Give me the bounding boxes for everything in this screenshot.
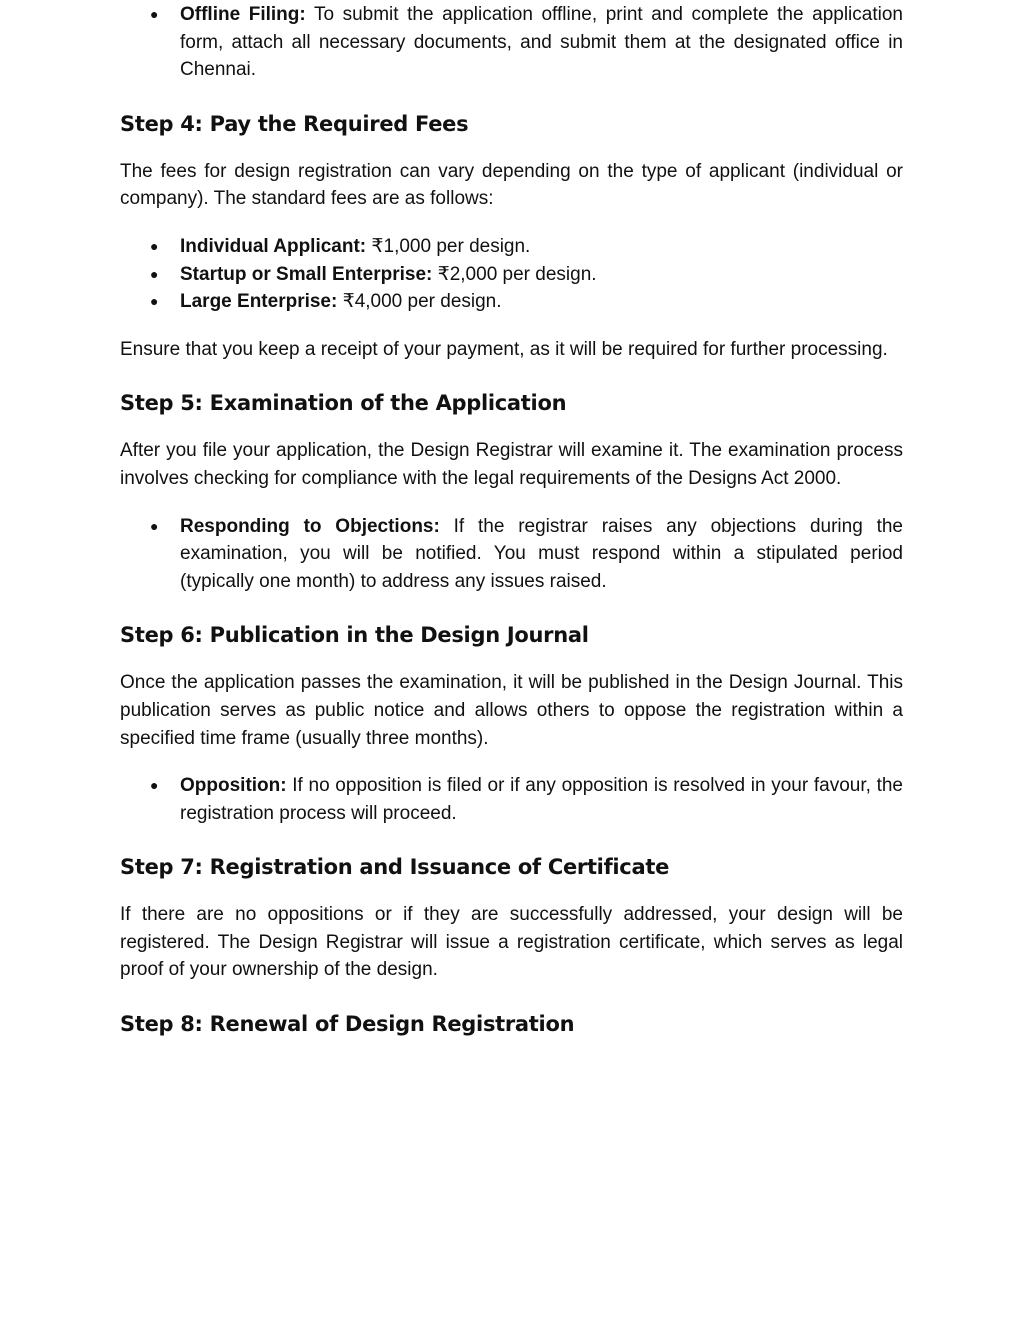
step8-heading: Step 8: Renewal of Design Registration [120, 1012, 575, 1037]
offline-filing-list [120, 1, 903, 84]
step6-paragraph: Once the application passes the examination, it will be published in the Design Journal. This publication serves as public notice and allows others to oppose the registration within a specified time frame (usually three months). [120, 672, 903, 749]
step5-heading: Step 5: Examination of the Application [120, 391, 567, 416]
list-item-text: ₹4,000 per design. [337, 291, 502, 313]
list-item-label: Large Enterprise: [180, 291, 338, 313]
list-item-label: Startup or Small Enterprise: [180, 263, 433, 285]
opposition-list [120, 772, 903, 827]
document-page [120, 0, 903, 1038]
bullet-icon: ● [150, 293, 159, 310]
step4-paragraph: The fees for design registration can vary depending on the type of applicant (individual or company). The standard fees are as follows: [120, 160, 903, 210]
list-item-text: To submit the application offline, print and complete the application form, attach all necessary documents, and submit them at the designated office in Chennai. [180, 4, 903, 81]
bullet-icon: ● [150, 265, 159, 282]
bullet-icon: ● [150, 777, 159, 794]
objections-list [120, 513, 903, 596]
step7-heading: Step 7: Registration and Issuance of Certificate [120, 855, 670, 880]
list-item-label: Offline Filing: [180, 4, 306, 25]
list-item-label: Individual Applicant: [180, 235, 367, 257]
list-item-label: Responding to Objections: [180, 515, 440, 537]
list-item-text: ₹1,000 per design. [366, 235, 531, 257]
list-item-text: ₹2,000 per design. [432, 263, 597, 285]
list-item-text: If the registrar raises any objections during the examination, you will be notified. You must respond within a stipulated period (typically one month) to address any issues raised. [180, 515, 903, 592]
list-item [120, 288, 903, 316]
bullet-icon: ● [150, 237, 159, 254]
list-item [120, 233, 903, 261]
list-item-label: Opposition: [180, 775, 287, 797]
list-item-text: If no opposition is filed or if any opposition is resolved in your favour, the registration process will proceed. [180, 775, 903, 824]
list-item [120, 772, 903, 827]
step5-paragraph: After you file your application, the Design Registrar will examine it. The examination process involves checking for compliance with the legal requirements of the Designs Act 2000. [120, 440, 903, 489]
fees-list [120, 233, 903, 316]
step4-heading: Step 4: Pay the Required Fees [120, 111, 469, 136]
step7-paragraph: If there are no oppositions or if they are successfully addressed, your design will be registered. The Design Registrar will issue a registration certificate, which serves as legal proof of your ownership of the design. [120, 904, 903, 981]
step6-heading: Step 6: Publication in the Design Journal [120, 623, 589, 648]
list-item [120, 513, 903, 596]
bullet-icon: ● [150, 517, 159, 534]
list-item [120, 261, 903, 289]
bullet-icon: ● [150, 6, 159, 22]
list-item [120, 1, 903, 84]
step4-receipt-paragraph: Ensure that you keep a receipt of your payment, as it will be required for further processing. [120, 338, 888, 360]
